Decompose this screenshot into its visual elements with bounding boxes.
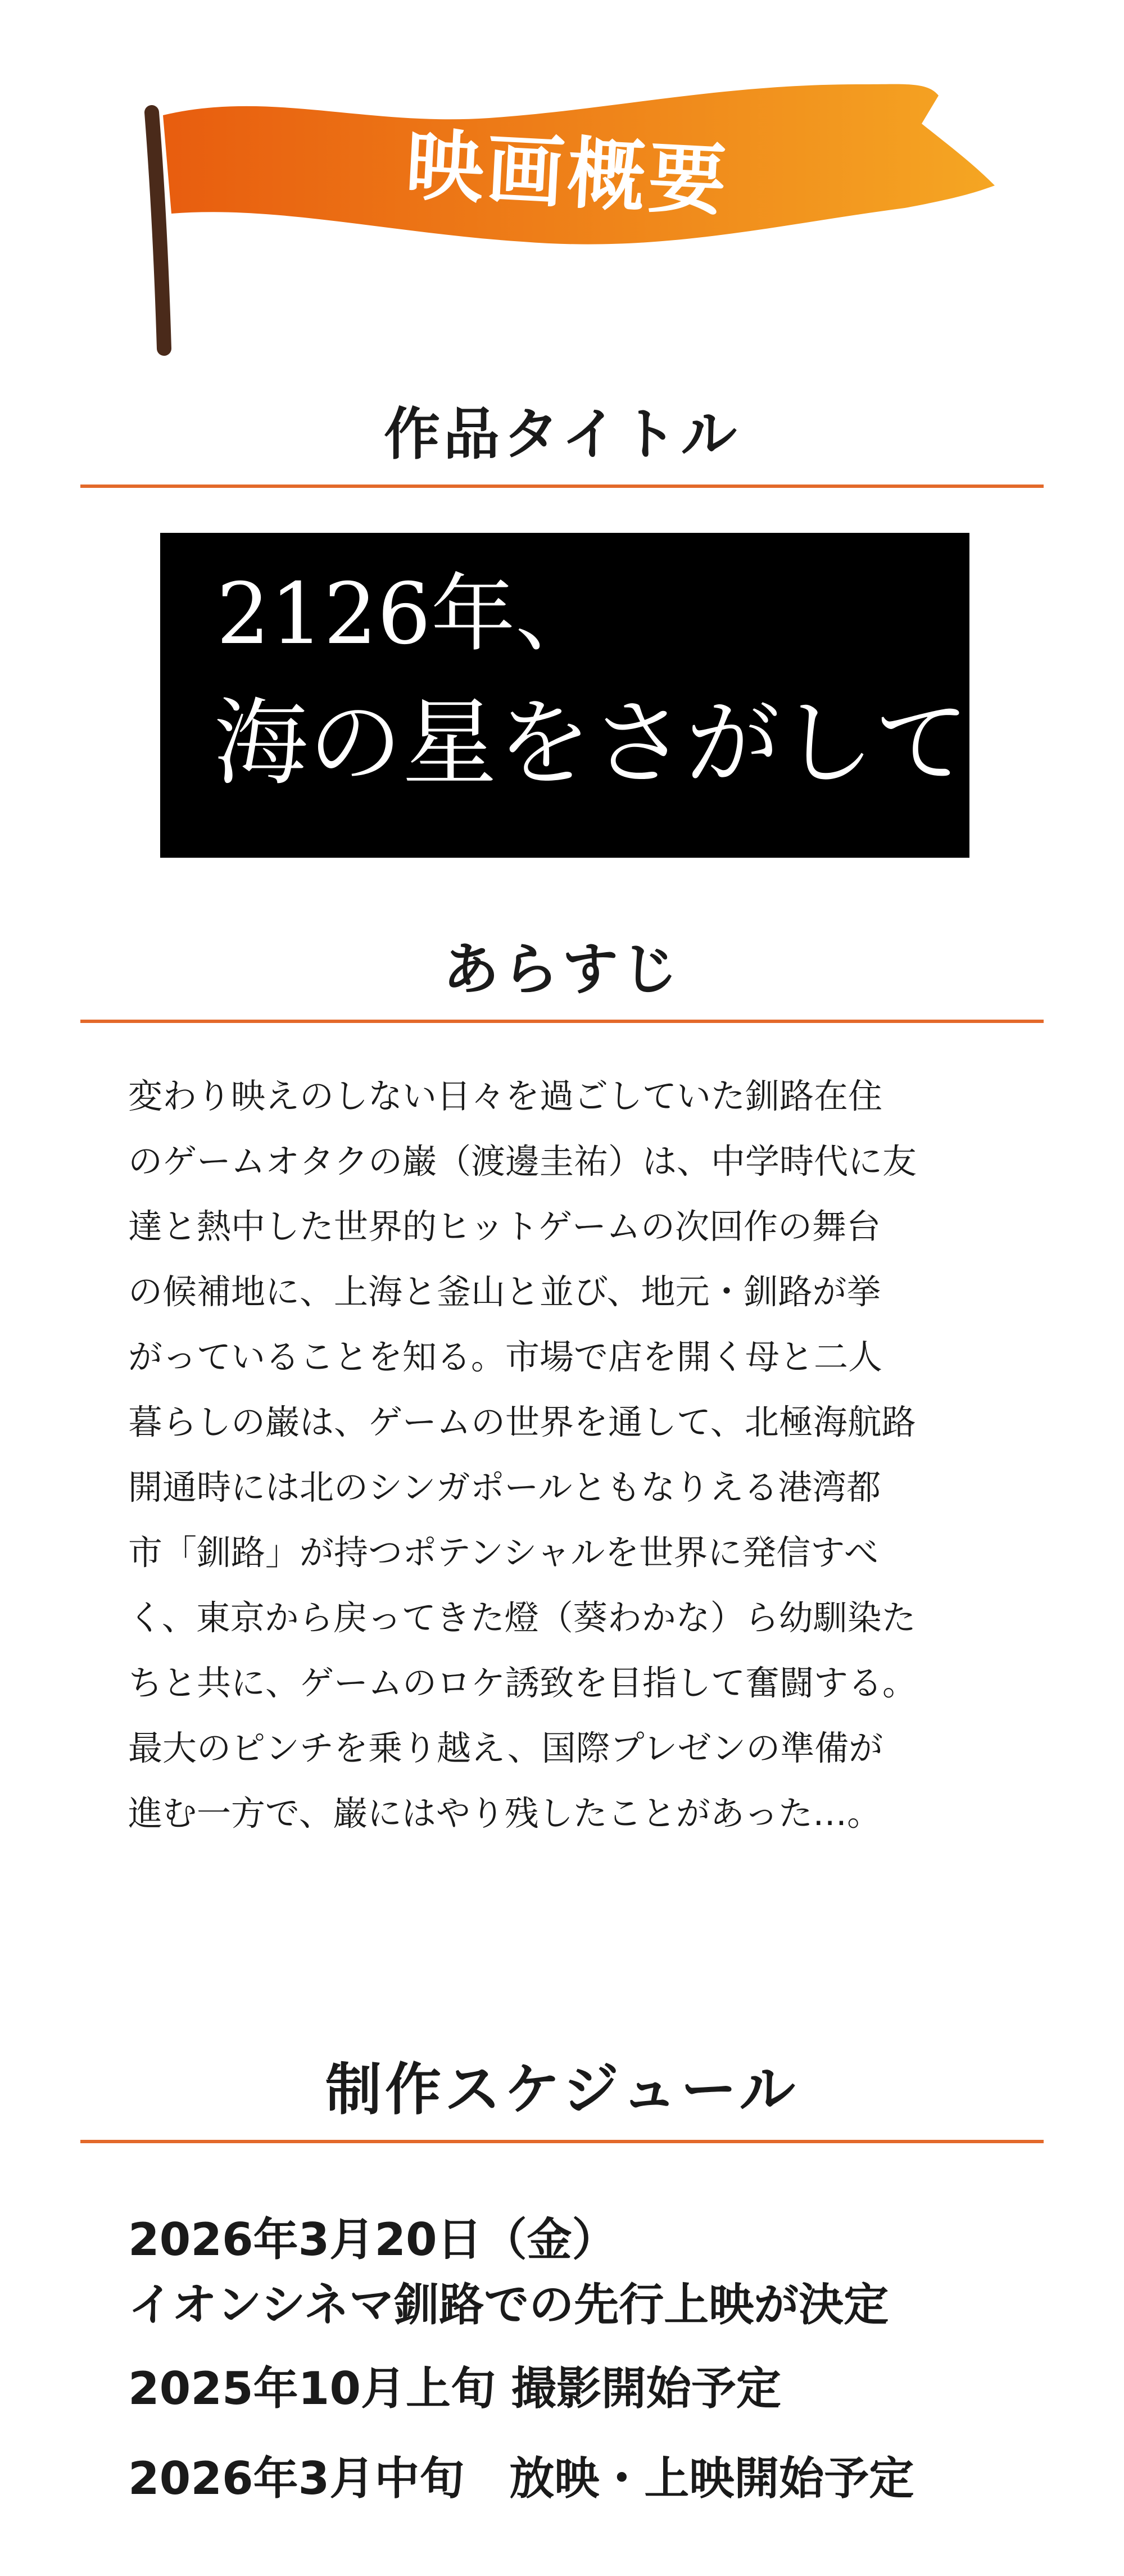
synopsis-divider (80, 1020, 1044, 1023)
flag-illustration (129, 73, 1006, 365)
movie-title-line1: 2126年、 (216, 565, 600, 663)
banner-title: 映画概要 (404, 120, 732, 227)
movie-title-box (160, 533, 969, 858)
schedule-heading: 制作スケジュール (325, 2057, 799, 2122)
schedule-item: 2026年3月中旬 放映・上映開始予定 (128, 2452, 914, 2505)
schedule-divider (80, 2140, 1044, 2143)
synopsis-heading: あらすじ (443, 936, 681, 1002)
section-banner-flag (129, 73, 1006, 365)
title-divider (80, 485, 1044, 488)
title-heading: 作品タイトル (384, 401, 740, 467)
schedule-item: イオンシネマ釧路での先行上映が決定 (128, 2279, 889, 2331)
synopsis-text: 変わり映えのしない日々を過ごしていた釧路在住 のゲームオタクの巌（渡邊圭祐）は、中学時代に友 達と熱中した世界的ヒットゲームの次回作の舞台 の候補地に、上海と釜山と並び、地元・釧路が挙 がっていることを知る。市場で店を開く母と二人 暮らしの巌は、ゲームの世界を通して、北極海航路 開通時には北のシンガポールともなりえる港湾都 市「釧路」が持つポテンシャルを世界に発信すべ く、東京から戻ってきた燈（葵わかな）ら幼馴染た ちと共に、ゲームのロケ誘致を目指して奮闘する。 最大のピンチを乗り越え、国際プレゼンの準備が 進む一方で、巌にはやり残したことがあった…。 (128, 1076, 917, 1833)
movie-title-line2: 海の星をさがして (214, 688, 969, 798)
schedule-item: 2025年10月上旬 撮影開始予定 (128, 2362, 781, 2415)
schedule-item: 2026年3月20日（金） (128, 2213, 617, 2266)
flag-pole (152, 112, 164, 348)
